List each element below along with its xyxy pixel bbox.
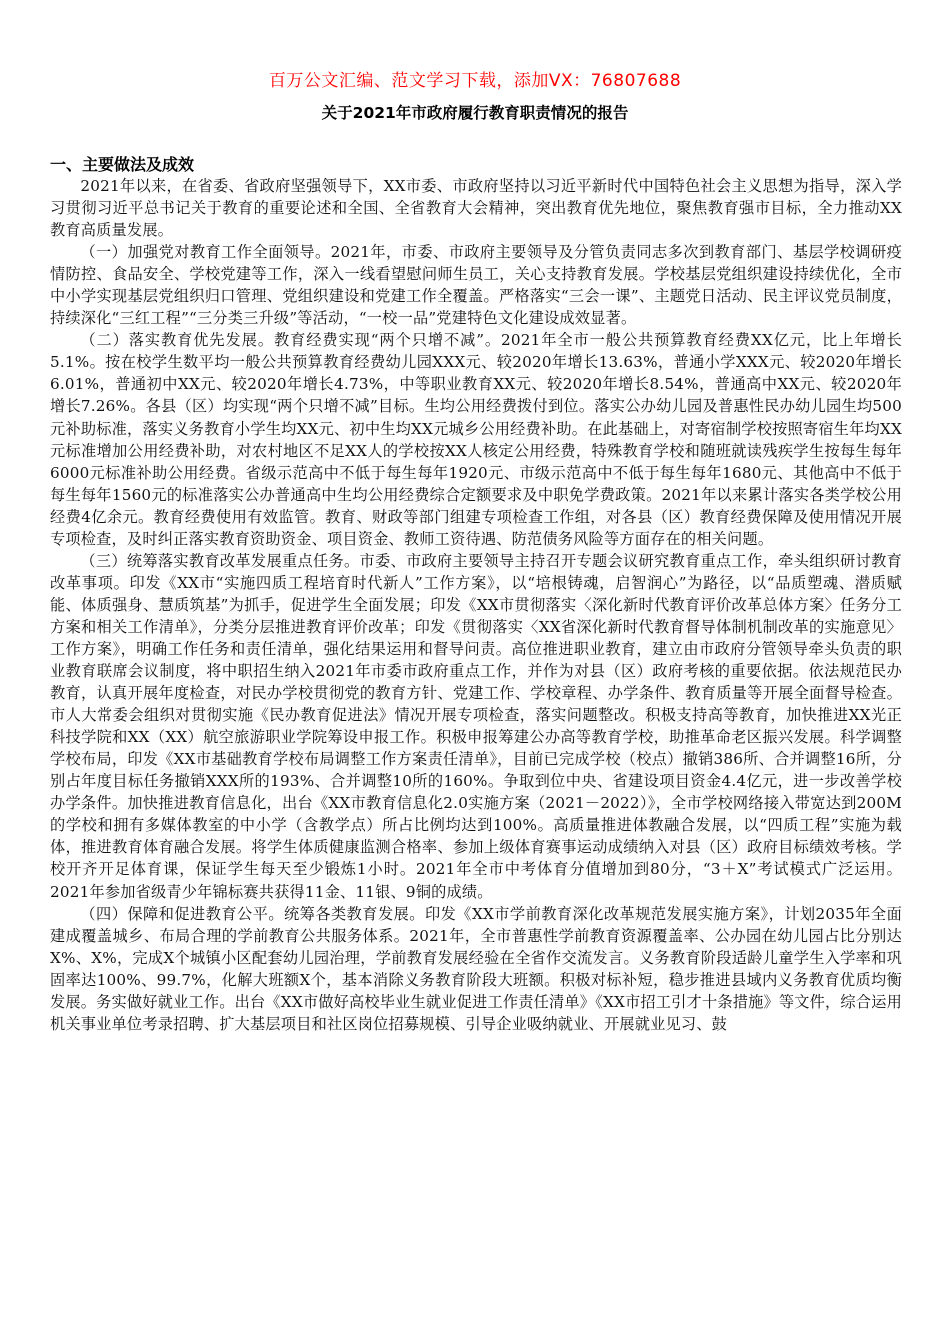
paragraph-party-leadership: （一）加强党对教育工作全面领导。2021年，市委、市政府主要领导及分管负责同志多次到教育部门、基层学校调研疫情防控、食品安全、学校党建等工作，深入一线看望慰问师生员工，关心支持教育发展。学校基层党组织建设持续优化，全市中小学实现基层党组织归口管理、党组织建设和党建工作全覆盖。严格落实“三会一课”、主题党日活动、民主评议党员制度，持续深化“三红工程”“三分类三升级”等活动，“一校一品”党建特色文化建设成效显著。 <box>50 243 902 328</box>
paragraph-education-priority: （二）落实教育优先发展。教育经费实现“两个只增不减”。2021年全市一般公共预算教育经费XX亿元，比上年增长5.1%。按在校学生数平均一般公共预算教育经费幼儿园XXX元、较2020年增长13.63%，普通小学XXX元、较2020年增长6.01%，普通初中XX元、较2020年增长4.73%，中等职业教育XX元、较2020年增长8.54%，普通高中XX元、较2020年增长7.26%。各县（区）均实现“两个只增不减”目标。生均公用经费拨付到位。落实公办幼儿园及普惠性民办幼儿园生均500元补助标准，落实义务教育小学生均XX元、初中生均XX元城乡公用经费补助。在此基础上，对寄宿制学校按照寄宿生年均XX元标准增加公用经费补助，对农村地区不足XX人的学校按XX人核定公用经费，特殊教育学校和随班就读残疾学生按每生每年6000元标准补助公用经费。省级示范高中不低于每生每年1920元、市级示范高中不低于每生每年1680元、其他高中不低于每生每年1560元的标准落实公办普通高中生均公用经费综合定额要求及中职免学费政策。2021年以来累计落实各类学校公用经费4亿余元。教育经费使用有效监管。教育、财政等部门组建专项检查工作组，对各县（区）教育经费保障及使用情况开展专项检查，及时纠正落实教育资助资金、项目资金、教师工资待遇、防范债务风险等方面存在的相关问题。 <box>50 331 902 548</box>
promo-banner: 百万公文汇编、范文学习下载，添加VX：76807688 <box>268 71 682 91</box>
paragraph-education-equity: （四）保障和促进教育公平。统筹各类教育发展。印发《XX市学前教育深化改革规范发展实施方案》，计划2035年全面建成覆盖城乡、布局合理的学前教育公共服务体系。2021年，全市普惠性学前教育资源覆盖率、公办园在幼儿园占比分别达X%、X%，完成X个城镇小区配套幼儿园治理，学前教育发展经验在全省作交流发言。义务教育阶段适龄儿童学生入学率和巩固率达100%、99.7%，化解大班额X个，基本消除义务教育阶段大班额。积极对标补短，稳步推进县域内义务教育优质均衡发展。务实做好就业工作。出台《XX市做好高校毕业生就业促进工作责任清单》《XX市招工引才十条措施》等文件，综合运用机关事业单位考录招聘、扩大基层项目和社区岗位招募规模、引导企业吸纳就业、开展就业见习、鼓 <box>50 904 902 1033</box>
document-title: 关于2021年市政府履行教育职责情况的报告 <box>321 104 629 122</box>
document-body <box>50 175 902 1035</box>
section-heading: 一、主要做法及成效 <box>50 155 195 174</box>
paragraph-reform-tasks: （三）统筹落实教育改革发展重点任务。市委、市政府主要领导主持召开专题会议研究教育重点工作，牵头组织研讨教育改革事项。印发《XX市“实施四质工程培育时代新人”工作方案》，以“培根铸魂，启智润心”为路径，以“品质塑魂、潜质赋能、体质强身、慧质筑基”为抓手，促进学生全面发展；印发《XX市贯彻落实〈深化新时代教育评价改革总体方案〉任务分工方案和相关工作清单》，分类分层推进教育评价改革；印发《贯彻落实〈XX省深化新时代教育督导体制机制改革的实施意见〉工作方案》，明确工作任务和责任清单，强化结果运用和督导问责。高位推进职业教育，建立由市政府分管领导牵头负责的职业教育联席会议制度，将中职招生纳入2021年市委市政府重点工作，并作为对县（区）政府考核的重要依据。依法规范民办教育，认真开展年度检查，对民办学校贯彻党的教育方针、党建工作、学校章程、办学条件、教育质量等开展全面督导检查。市人大常委会组织对贯彻实施《民办教育促进法》情况开展专项检查，落实问题整改。积极支持高等教育，加快推进XX光正科技学院和XX（XX）航空旅游职业学院筹设申报工作。积极申报筹建公办高等教育学校，助推革命老区振兴发展。科学调整学校布局，印发《XX市基础教育学校布局调整工作方案责任清单》，目前已完成学校（校点）撤销386所、合并调整16所，分别占年度目标任务撤销XXX所的193%、合并调整10所的160%。争取到位中央、省建设项目资金4.4亿元，进一步改善学校办学条件。加快推进教育信息化，出台《XX市教育信息化2.0实施方案（2021－2022）》，全市学校网络接入带宽达到200M的学校和拥有多媒体教室的中小学（含教学点）所占比例均达到100%。高质量推进体教融合发展，以“四质工程”实施为载体，推进教育体育融合发展。将学生体质健康监测合格率、参加上级体育赛事运动成绩纳入对县（区）政府目标绩效考核。学校开齐开足体育课，保证学生每天至少锻炼1小时。2021年全市中考体育分值增加到80分，“3＋X”考试模式广泛运用。2021年参加省级青少年锦标赛共获得11金、11银、9铜的成绩。 <box>50 551 902 901</box>
paragraph-intro: 2021年以来，在省委、省政府坚强领导下，XX市委、市政府坚持以习近平新时代中国特色社会主义思想为指导，深入学习贯彻习近平总书记关于教育的重要论述和全国、全省教育大会精神，突出教育优先地位，聚焦教育强市目标，全力推动XX教育高质量发展。 <box>50 177 902 240</box>
